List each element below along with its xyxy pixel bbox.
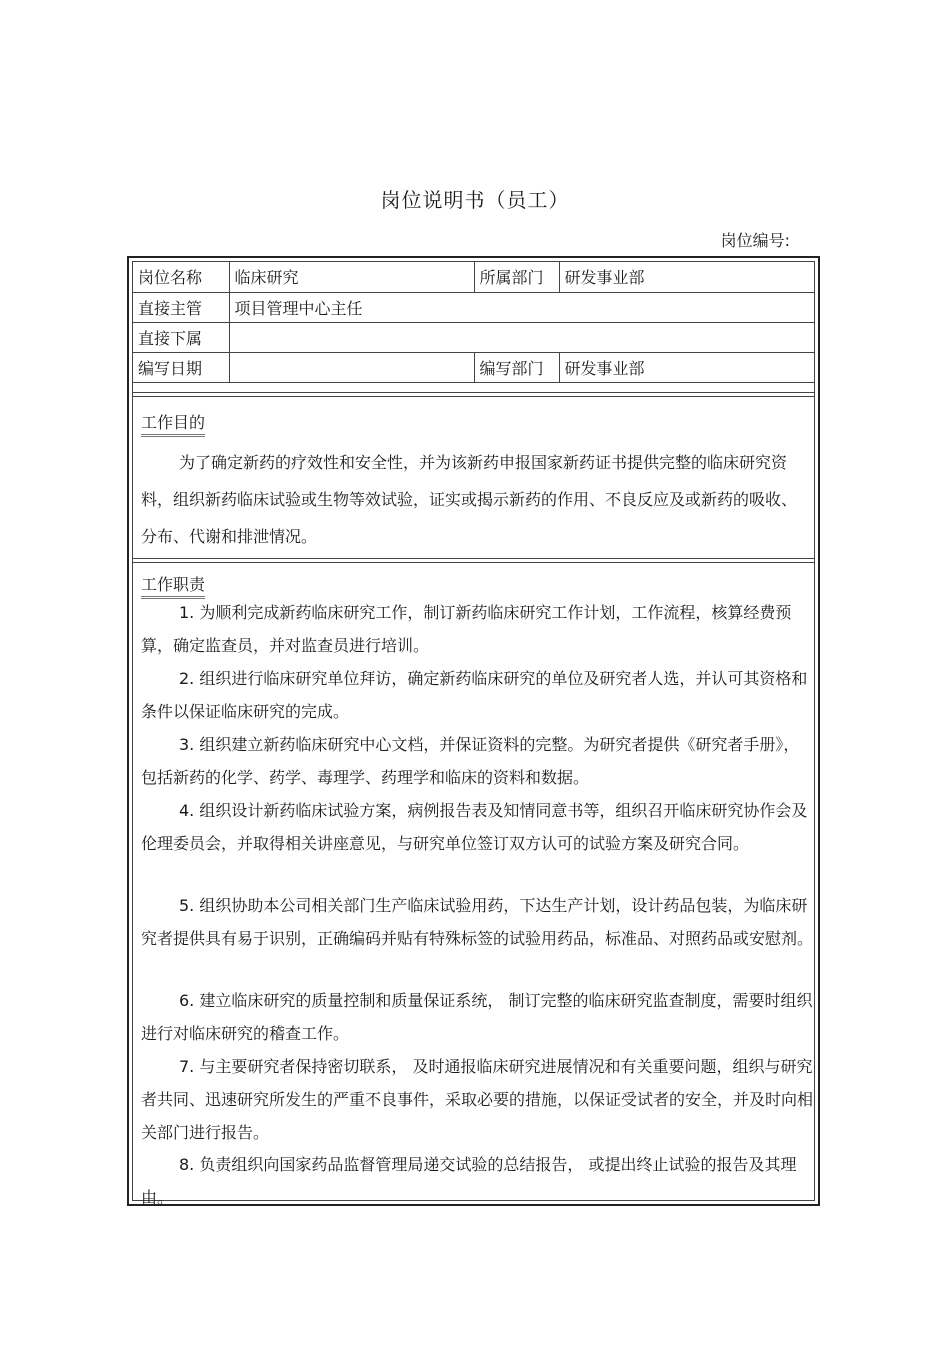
department-value: 研发事业部 xyxy=(559,262,814,292)
duty-item: 3. 组织建立新药临床研究中心文档，并保证资料的完整。为研究者提供《研究者手册》，包括新药的化学、药学、毒理学、药理学和临床的资料和数据。 xyxy=(141,735,800,787)
section-divider xyxy=(133,392,814,397)
supervisor-value: 项目管理中心主任 xyxy=(229,292,814,322)
table-row xyxy=(133,352,814,382)
purpose-heading: 工作目的 xyxy=(141,410,205,437)
duty-item: 7. 与主要研究者保持密切联系， 及时通报临床研究进展情况和有关重要问题，组织与研究者共同、迅速研究所发生的严重不良事件，采取必要的措施，以保证受试者的安全，并及时向相关部门进行报告。 xyxy=(141,1057,814,1142)
table-row xyxy=(133,292,814,322)
author-dept-label: 编写部门 xyxy=(474,352,559,382)
duty-item: 1. 为顺利完成新药临床研究工作，制订新药临床研究工作计划，工作流程，核算经费预算，确定监查员，并对监查员进行培训。 xyxy=(141,603,792,655)
duty-item: 2. 组织进行临床研究单位拜访，确定新药临床研究的单位及研究者人选，并认可其资格和条件以保证临床研究的完成。 xyxy=(141,669,808,721)
section-divider xyxy=(133,558,814,563)
position-name-label: 岗位名称 xyxy=(133,262,229,292)
form-inner-border xyxy=(132,261,815,1207)
duties-heading: 工作职责 xyxy=(141,572,205,599)
duty-item: 8. 负责组织向国家药品监督管理局递交试验的总结报告， 或提出终止试验的报告及其理由。 xyxy=(141,1155,797,1207)
duty-item: 6. 建立临床研究的质量控制和质量保证系统， 制订完整的临床研究监查制度，需要时组织进行对临床研究的稽查工作。 xyxy=(141,991,813,1043)
department-label: 所属部门 xyxy=(474,262,559,292)
job-description-form xyxy=(127,256,820,1206)
purpose-text: 为了确定新药的疗效性和安全性，并为该新药申报国家新药证书提供完整的临床研究资料，组织新药临床试验或生物等效试验，证实或揭示新药的作用、不良反应及或新药的吸收、分布、代谢和排泄情况。 xyxy=(141,453,798,546)
supervisor-label: 直接主管 xyxy=(133,292,229,322)
date-label: 编写日期 xyxy=(133,352,229,382)
position-name-value: 临床研究 xyxy=(229,262,474,292)
duty-item: 4. 组织设计新药临床试验方案，病例报告表及知情同意书等，组织召开临床研究协作会及伦理委员会，并取得相关讲座意见，与研究单位签订双方认可的试验方案及研究合同。 xyxy=(141,801,808,853)
table-row xyxy=(133,322,814,352)
table-row xyxy=(133,262,814,292)
date-value xyxy=(229,352,474,382)
duty-item: 5. 组织协助本公司相关部门生产临床试验用药，下达生产计划，设计药品包装，为临床研究者提供具有易于识别，正确编码并贴有特殊标签的试验用药品，标准品、对照药品或安慰剂。 xyxy=(141,896,814,948)
subordinate-label: 直接下属 xyxy=(133,322,229,352)
author-dept-value: 研发事业部 xyxy=(559,352,814,382)
page-title: 岗位说明书（员工） xyxy=(380,188,570,212)
post-number-label: 岗位编号: xyxy=(720,231,790,250)
info-table xyxy=(133,262,814,383)
subordinate-value xyxy=(229,322,814,352)
